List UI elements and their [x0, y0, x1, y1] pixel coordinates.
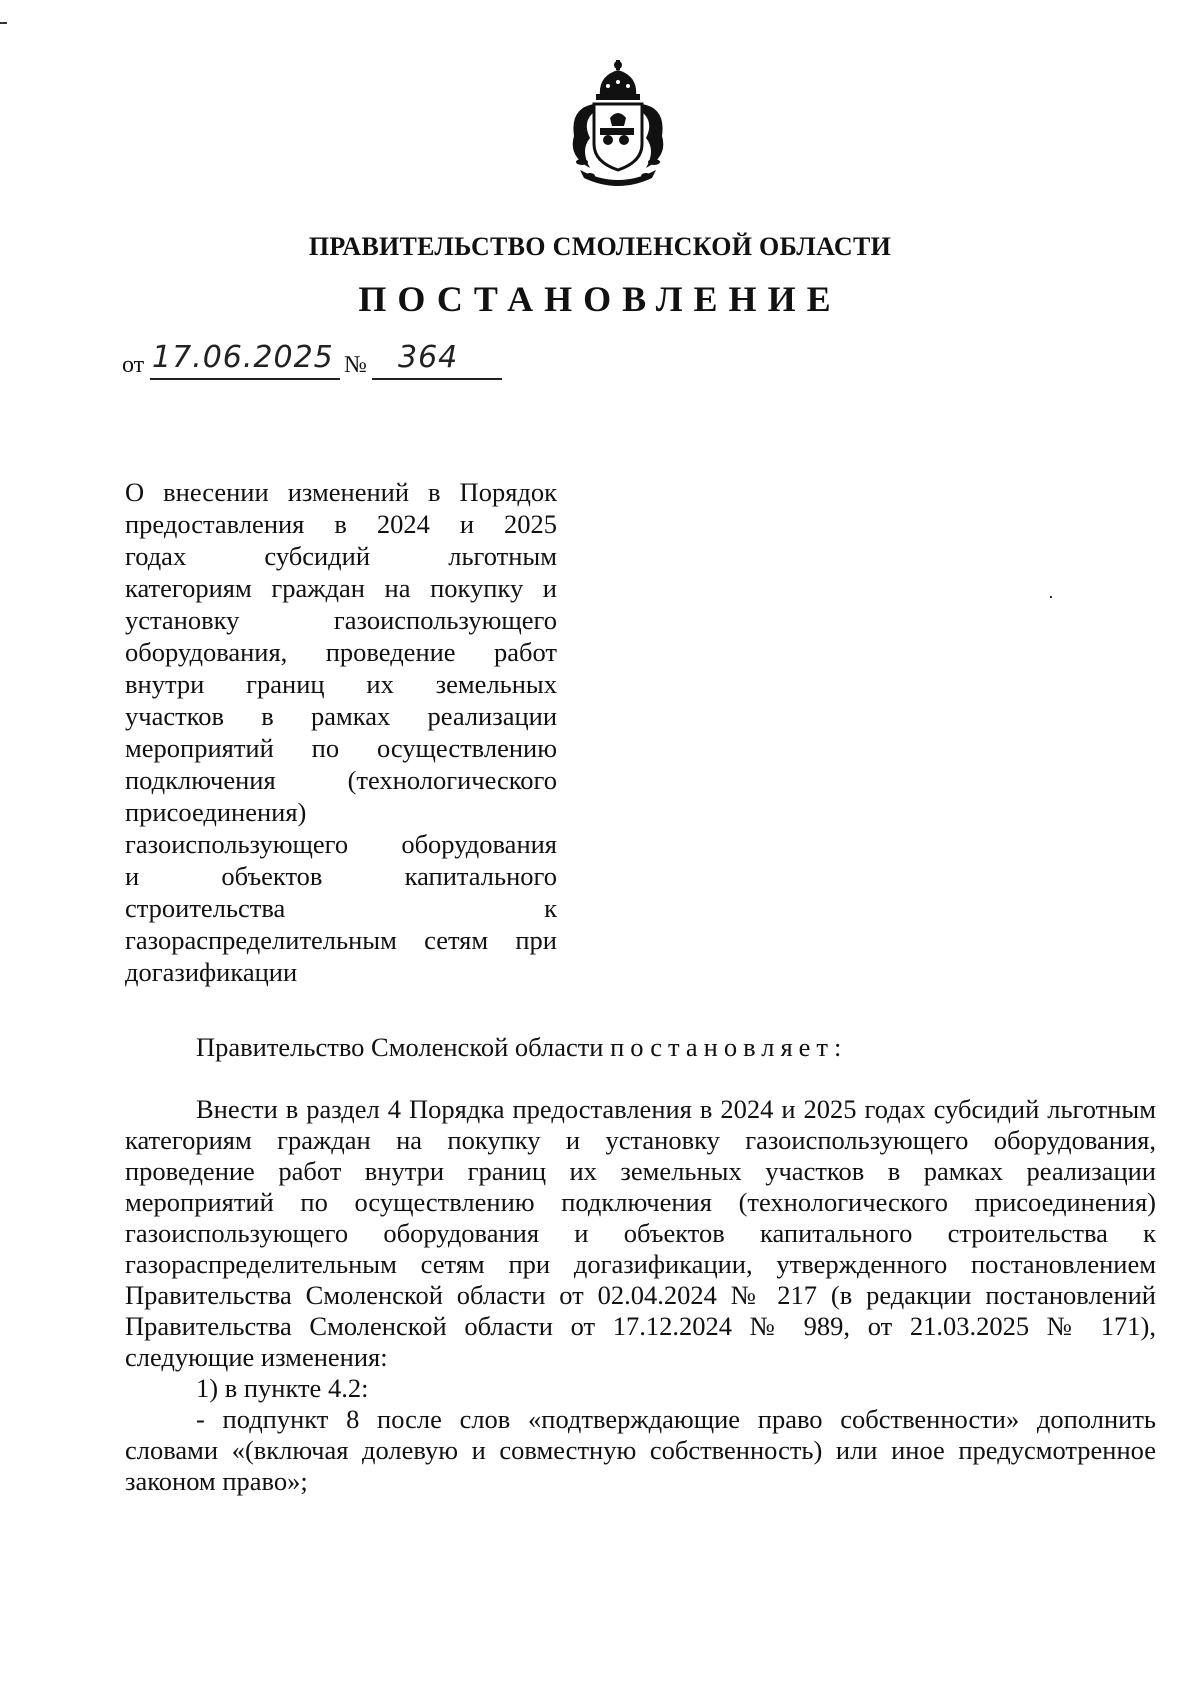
handwritten-number: 364 — [398, 340, 459, 375]
preamble-lead: Правительство Смоленской области — [196, 1032, 604, 1062]
subject-line: догазификации — [125, 957, 298, 987]
subject-line: О внесении изменений в Порядок — [125, 477, 557, 507]
subject-line: мероприятий по осуществлению — [125, 733, 557, 763]
subject-line: строительства к — [125, 893, 557, 923]
subject-line: предоставления в 2024 и 2025 — [125, 509, 557, 539]
subject-line: газоиспользующего оборудования — [125, 829, 557, 859]
body-text — [125, 1094, 1156, 1497]
subject-line: годах субсидий льготным — [125, 541, 557, 571]
subject-line: установку газоиспользующего — [125, 605, 557, 635]
coat-of-arms-icon — [560, 58, 676, 188]
scan-mark — [1050, 596, 1052, 598]
main-paragraph: Внести в раздел 4 Порядка предоставления в 2024 и 2025 годах субсидий льготным категориям граждан на покупку и установку газоиспользующего оборудования, проведение работ внутри границ их земельных участков в рамках реализации мероприятий по осуществлению подключения (технологического присоединения) газоиспользующего оборудования и объектов капитального строительства к газораспределительным сетям при догазификации, утвержденного постановлением Правительства Смоленской области от 02.04.2024 № 217 (в редакции постановлений Правительства Смоленской области от 17.12.2024 № 989, от 21.03.2025 № 171), следующие изменения: — [125, 1094, 1156, 1372]
subject-line: категориям граждан на покупку и — [125, 573, 557, 603]
subject-block — [125, 476, 557, 988]
date-number-line — [122, 342, 542, 382]
subject-line: и объектов капитального — [125, 861, 557, 891]
date-underline — [150, 378, 340, 380]
number-label: № — [344, 352, 367, 378]
item-1: 1) в пункте 4.2: — [196, 1373, 369, 1403]
number-underline — [372, 378, 502, 380]
government-title: ПРАВИТЕЛЬСТВО СМОЛЕНСКОЙ ОБЛАСТИ — [308, 232, 892, 261]
handwritten-date: 17.06.2025 — [152, 340, 334, 375]
preamble — [196, 1032, 847, 1063]
date-from-label: от — [122, 352, 145, 378]
preamble-verb: постановляет: — [610, 1032, 848, 1062]
subject-line: оборудования, проведение работ — [125, 637, 557, 667]
document-type-title: ПОСТАНОВЛЕНИЕ — [358, 279, 842, 319]
sub-item-continuation: словами «(включая долевую и совместную собственность) или иное предусмотренное законом право»; — [125, 1435, 1156, 1496]
subject-line: участков в рамках реализации — [125, 701, 557, 731]
sub-item-first-line: - подпункт 8 после слов «подтверждающие право собственности» дополнить — [196, 1404, 1156, 1434]
subject-line: газораспределительным сетям при — [125, 925, 557, 955]
subject-line: подключения (технологического — [125, 765, 557, 795]
scan-mark — [0, 22, 7, 24]
subject-line: внутри границ их земельных — [125, 669, 557, 699]
subject-line: присоединения) — [125, 797, 307, 827]
